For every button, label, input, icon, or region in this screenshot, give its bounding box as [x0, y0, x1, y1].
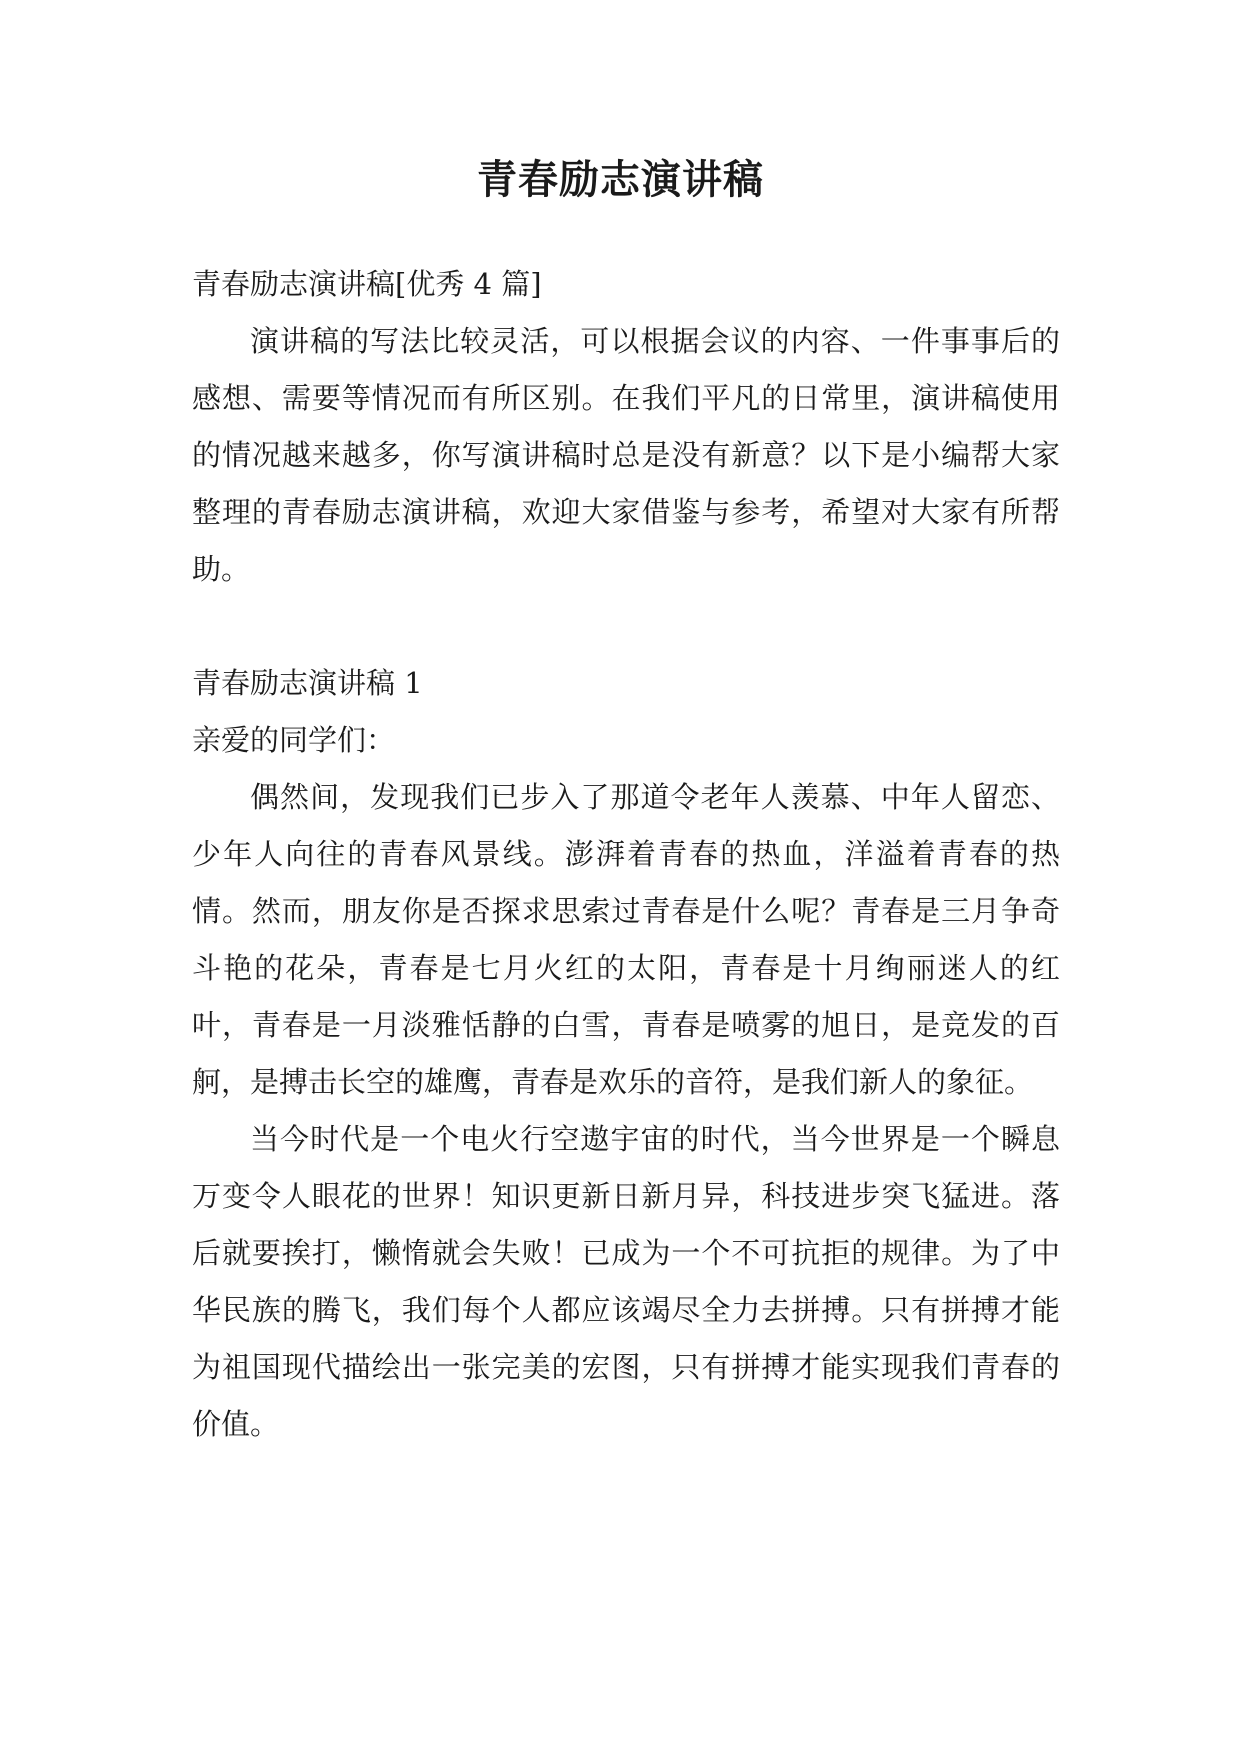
document-title: 青春励志演讲稿	[477, 156, 764, 203]
document-body	[192, 256, 1060, 1453]
body-paragraph: 当今时代是一个电火行空遨宇宙的时代，当今世界是一个瞬息万变令人眼花的世界！知识更新日新月异，科技进步突飞猛进。落后就要挨打，懒惰就会失败！已成为一个不可抗拒的规律。为了中华民族的腾飞，我们每个人都应该竭尽全力去拼搏。只有拼搏才能为祖国现代描绘出一张完美的宏图，只有拼搏才能实现我们青春的价值。	[192, 1122, 1060, 1441]
intro-paragraph: 演讲稿的写法比较灵活，可以根据会议的内容、一件事事后的感想、需要等情况而有所区别。在我们平凡的日常里，演讲稿使用的情况越来越多，你写演讲稿时总是没有新意？以下是小编帮大家整理的青春励志演讲稿，欢迎大家借鉴与参考，希望对大家有所帮助。	[192, 324, 1060, 586]
section-gap	[192, 598, 1060, 655]
section-heading: 青春励志演讲稿 1	[192, 666, 423, 700]
greeting-line: 亲爱的同学们：	[192, 723, 396, 757]
body-paragraph: 偶然间，发现我们已步入了那道令老年人羡慕、中年人留恋、少年人向往的青春风景线。澎湃着青春的热血，洋溢着青春的热情。然而，朋友你是否探求思索过青春是什么呢？青春是三月争奇斗艳的花朵，青春是七月火红的太阳，青春是十月绚丽迷人的红叶，青春是一月淡雅恬静的白雪，青春是喷雾的旭日，是竞发的百舸，是搏击长空的雄鹰，青春是欢乐的音符，是我们新人的象征。	[192, 780, 1060, 1099]
document-subtitle: 青春励志演讲稿[优秀 4 篇]	[192, 267, 542, 301]
